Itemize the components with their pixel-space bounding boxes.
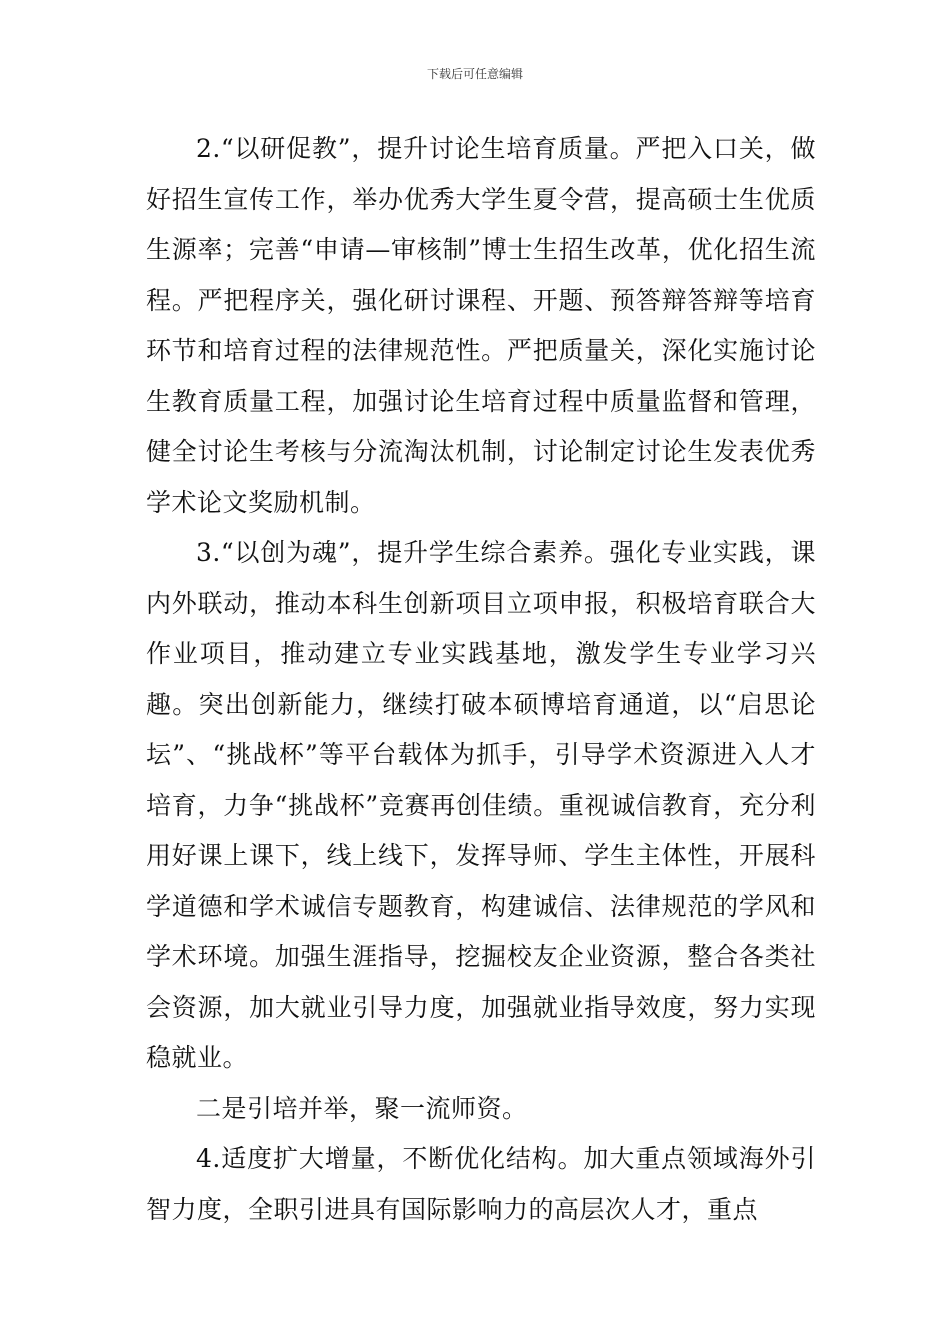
paragraph-item-2: 2.“以研促教”，提升讨论生培育质量。严把入口关，做好招生宣传工作，举办优秀大学生夏令营，提高硕士生优质生源率；完善“申请—审核制”博士生招生改革，优化招生流程。严把程序关，强化研讨课程、开题、预答辩答辩等培育环节和培育过程的法律规范性。严把质量关，深化实施讨论生教育质量工程，加强讨论生培育过程中质量监督和管理，健全讨论生考核与分流淘汰机制，讨论制定讨论生发表优秀学术论文奖励机制。 bbox=[146, 134, 816, 517]
paragraph-item-3: 3.“以创为魂”，提升学生综合素养。强化专业实践，课内外联动，推动本科生创新项目立项申报，积极培育联合大作业项目，推动建立专业实践基地，激发学生专业学习兴趣。突出创新能力，继续打破本硕博培育通道，以“启思论坛”、“挑战杯”等平台载体为抓手，引导学术资源进入人才培育，力争“挑战杯”竞赛再创佳绩。重视诚信教育，充分利用好课上课下，线上线下，发挥导师、学生主体性，开展科学道德和学术诚信专题教育，构建诚信、法律规范的学风和学术环境。加强生涯指导，挖掘校友企业资源，整合各类社会资源，加大就业引导力度，加强就业指导效度，努力实现稳就业。 bbox=[146, 538, 816, 1072]
document-body bbox=[146, 124, 816, 1235]
page-header: 下载后可任意编辑 bbox=[426, 67, 523, 81]
section-heading-two: 二是引培并举，聚一流师资。 bbox=[196, 1093, 528, 1123]
paragraph-item-4: 4.适度扩大增量，不断优化结构。加大重点领域海外引智力度，全职引进具有国际影响力的高层次人才，重点 bbox=[146, 1144, 816, 1224]
